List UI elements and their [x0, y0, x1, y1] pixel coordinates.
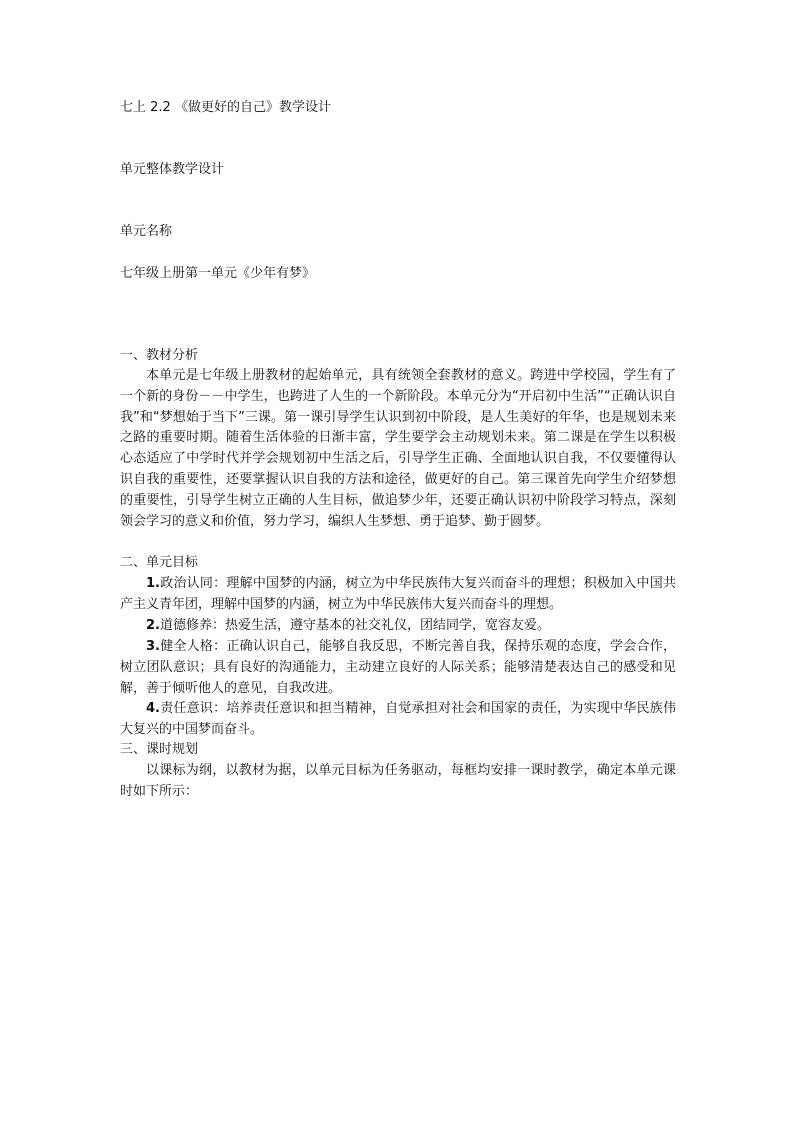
- goal-number: 4.: [146, 701, 160, 716]
- section-1-paragraph: 本单元是七年级上册教材的起始单元，具有统领全套教材的意义。跨进中学校园，学生有了一个新的身份－－中学生，也跨进了人生的一个新阶段。本单元分为“开启初中生活”“正确认识自我”和“梦想始于当下”三课。第一课引导学生认识到初中阶段，是人生美好的年华，也是规划未来之路的重要时期。随着生活体验的日渐丰富，学生要学会主动规划未来。第二课是在学生以积极心态适应了中学时代并学会规划初中生活之后，引导学生正确、全面地认识自我，不仅要懂得认识自我的重要性，还要掌握认识自我的方法和途径，做更好的自己。第三课首先向学生介绍梦想的重要性，引导学生树立正确的人生目标，做追梦少年，还要正确认识初中阶段学习特点，深刻领会学习的意义和价值，努力学习，编织人生梦想、勇于追梦、勤于圆梦。: [120, 368, 676, 529]
- section-1-heading: 一、教材分析: [120, 348, 199, 363]
- goal-item: [120, 637, 676, 699]
- goal-item: [120, 699, 676, 741]
- goal-text: 健全人格：正确认识自己，能够自我反思，不断完善自我，保持乐观的态度，学会合作，树立团队意识；具有良好的沟通能力，主动建立良好的人际关系；能够清楚表达自己的感受和见解，善于倾听他人的意见，自我改进。: [120, 639, 676, 696]
- goal-number: 2.: [146, 618, 160, 633]
- goal-text: 政治认同：理解中国梦的内涵，树立为中华民族伟大复兴而奋斗的理想；积极加入中国共产主义青年团，理解中国梦的内涵，树立为中华民族伟大复兴而奋斗的理想。: [120, 576, 676, 612]
- heading-unit-design: 单元整体教学设计: [120, 162, 225, 177]
- section-2-heading: 二、单元目标: [120, 555, 199, 570]
- goal-number: 1.: [146, 576, 160, 591]
- document-title: 七上 2.2 《做更好的自己》教学设计: [120, 100, 331, 115]
- goal-item: [120, 616, 676, 637]
- goal-item: [120, 574, 676, 616]
- unit-name: 七年级上册第一单元《少年有梦》: [120, 266, 316, 281]
- goal-text: 责任意识：培养责任意识和担当精神，自觉承担对社会和国家的责任，为实现中华民族伟大复兴的中国梦而奋斗。: [120, 701, 676, 737]
- section-3-heading: 三、课时规划: [120, 742, 199, 757]
- heading-unit-name: 单元名称: [120, 224, 173, 239]
- section-3-paragraph: 以课标为纲，以教材为据，以单元目标为任务驱动，每框均安排一课时教学，确定本单元课时如下所示：: [120, 763, 676, 799]
- goal-text: 道德修养：热爱生活，遵守基本的社交礼仪，团结同学，宽容友爱。: [159, 618, 550, 633]
- goal-number: 3.: [146, 639, 160, 654]
